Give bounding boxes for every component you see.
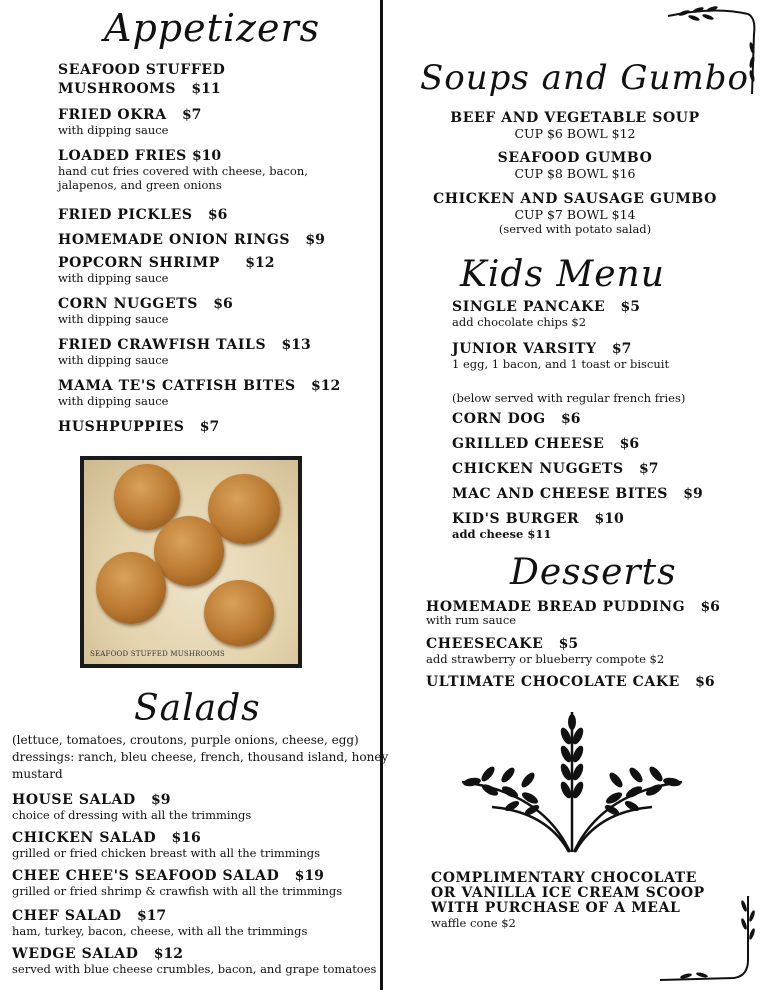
list-item: MAC AND CHEESE BITES $9 <box>452 486 703 502</box>
list-item: SINGLE PANCAKE $5 add chocolate chips $2 <box>452 299 640 329</box>
list-item: ULTIMATE CHOCOLATE CAKE $6 <box>426 674 715 690</box>
list-item: GRILLED CHEESE $6 <box>452 436 640 452</box>
list-item: CHICKEN SALAD $16 grilled or fried chicken breast with all the trimmings <box>12 830 321 860</box>
list-item: HOMEMADE BREAD PUDDING $6 with rum sauce <box>426 599 720 627</box>
wheat-corner-bottom-icon <box>656 890 756 986</box>
list-item: BEEF AND VEGETABLE SOUP CUP $6 BOWL $12 <box>450 110 700 141</box>
list-item: CORN DOG $6 <box>452 411 581 427</box>
wheat-bundle-icon <box>452 702 692 862</box>
salads-dressings-cont: mustard <box>12 767 63 781</box>
desserts-heading: Desserts <box>510 552 677 593</box>
food-photo <box>80 456 302 668</box>
photo-plate <box>84 460 298 664</box>
fries-note: (below served with regular french fries) <box>452 391 686 405</box>
list-item: KID'S BURGER $10 add cheese $11 <box>452 511 624 541</box>
salads-heading: Salads <box>134 688 261 729</box>
list-item: LOADED FRIES $10 hand cut fries covered with cheese, bacon, jalapenos, and green onions <box>58 148 308 192</box>
list-item: CHEESECAKE $5 add strawberry or blueberry compote $2 <box>426 636 665 666</box>
soups-heading: Soups and Gumbo <box>420 58 749 98</box>
list-item: CHICKEN NUGGETS $7 <box>452 461 659 477</box>
list-item: FRIED CRAWFISH TAILS $13 with dipping sauce <box>58 337 311 367</box>
salads-intro: (lettuce, tomatoes, croutons, purple onions, cheese, egg) <box>12 733 359 747</box>
list-item: CHICKEN AND SAUSAGE GUMBO CUP $7 BOWL $14 (served with potato salad) <box>433 191 717 236</box>
list-item: FRIED PICKLES $6 <box>58 207 228 223</box>
hushpuppy-ball <box>96 552 166 624</box>
list-item: SEAFOOD STUFFED MUSHROOMS $11 <box>58 62 226 97</box>
photo-caption: SEAFOOD STUFFED MUSHROOMS <box>90 650 225 658</box>
list-item: JUNIOR VARSITY $7 1 egg, 1 bacon, and 1 toast or biscuit <box>452 341 670 371</box>
list-item: SEAFOOD GUMBO CUP $8 BOWL $16 <box>497 150 653 181</box>
list-item: CORN NUGGETS $6 with dipping sauce <box>58 296 233 326</box>
hushpuppy-ball <box>204 580 274 646</box>
list-item: CHEF SALAD $17 ham, turkey, bacon, cheese, with all the trimmings <box>12 908 308 938</box>
list-item: HOUSE SALAD $9 choice of dressing with all the trimmings <box>12 792 252 822</box>
list-item: HOMEMADE ONION RINGS $9 <box>58 232 325 248</box>
list-item: POPCORN SHRIMP $12 with dipping sauce <box>58 255 275 285</box>
list-item: MAMA TE'S CATFISH BITES $12 with dipping sauce <box>58 378 341 408</box>
hushpuppy-ball <box>154 516 224 586</box>
list-item: CHEE CHEE'S SEAFOOD SALAD $19 grilled or fried shrimp & crawfish with all the trimmings <box>12 868 343 898</box>
list-item: HUSHPUPPIES $7 <box>58 419 220 435</box>
column-divider <box>380 0 383 990</box>
appetizers-heading: Appetizers <box>104 6 321 50</box>
kids-heading: Kids Menu <box>460 254 665 295</box>
list-item: WEDGE SALAD $12 served with blue cheese crumbles, bacon, and grape tomatoes <box>12 946 377 976</box>
list-item: FRIED OKRA $7 with dipping sauce <box>58 107 202 137</box>
salads-dressings: dressings: ranch, bleu cheese, french, thousand island, honey <box>12 750 389 764</box>
promo-note: COMPLIMENTARY CHOCOLATE OR VANILLA ICE CREAM SCOOP WITH PURCHASE OF A MEAL waffle cone $2 <box>431 870 705 930</box>
